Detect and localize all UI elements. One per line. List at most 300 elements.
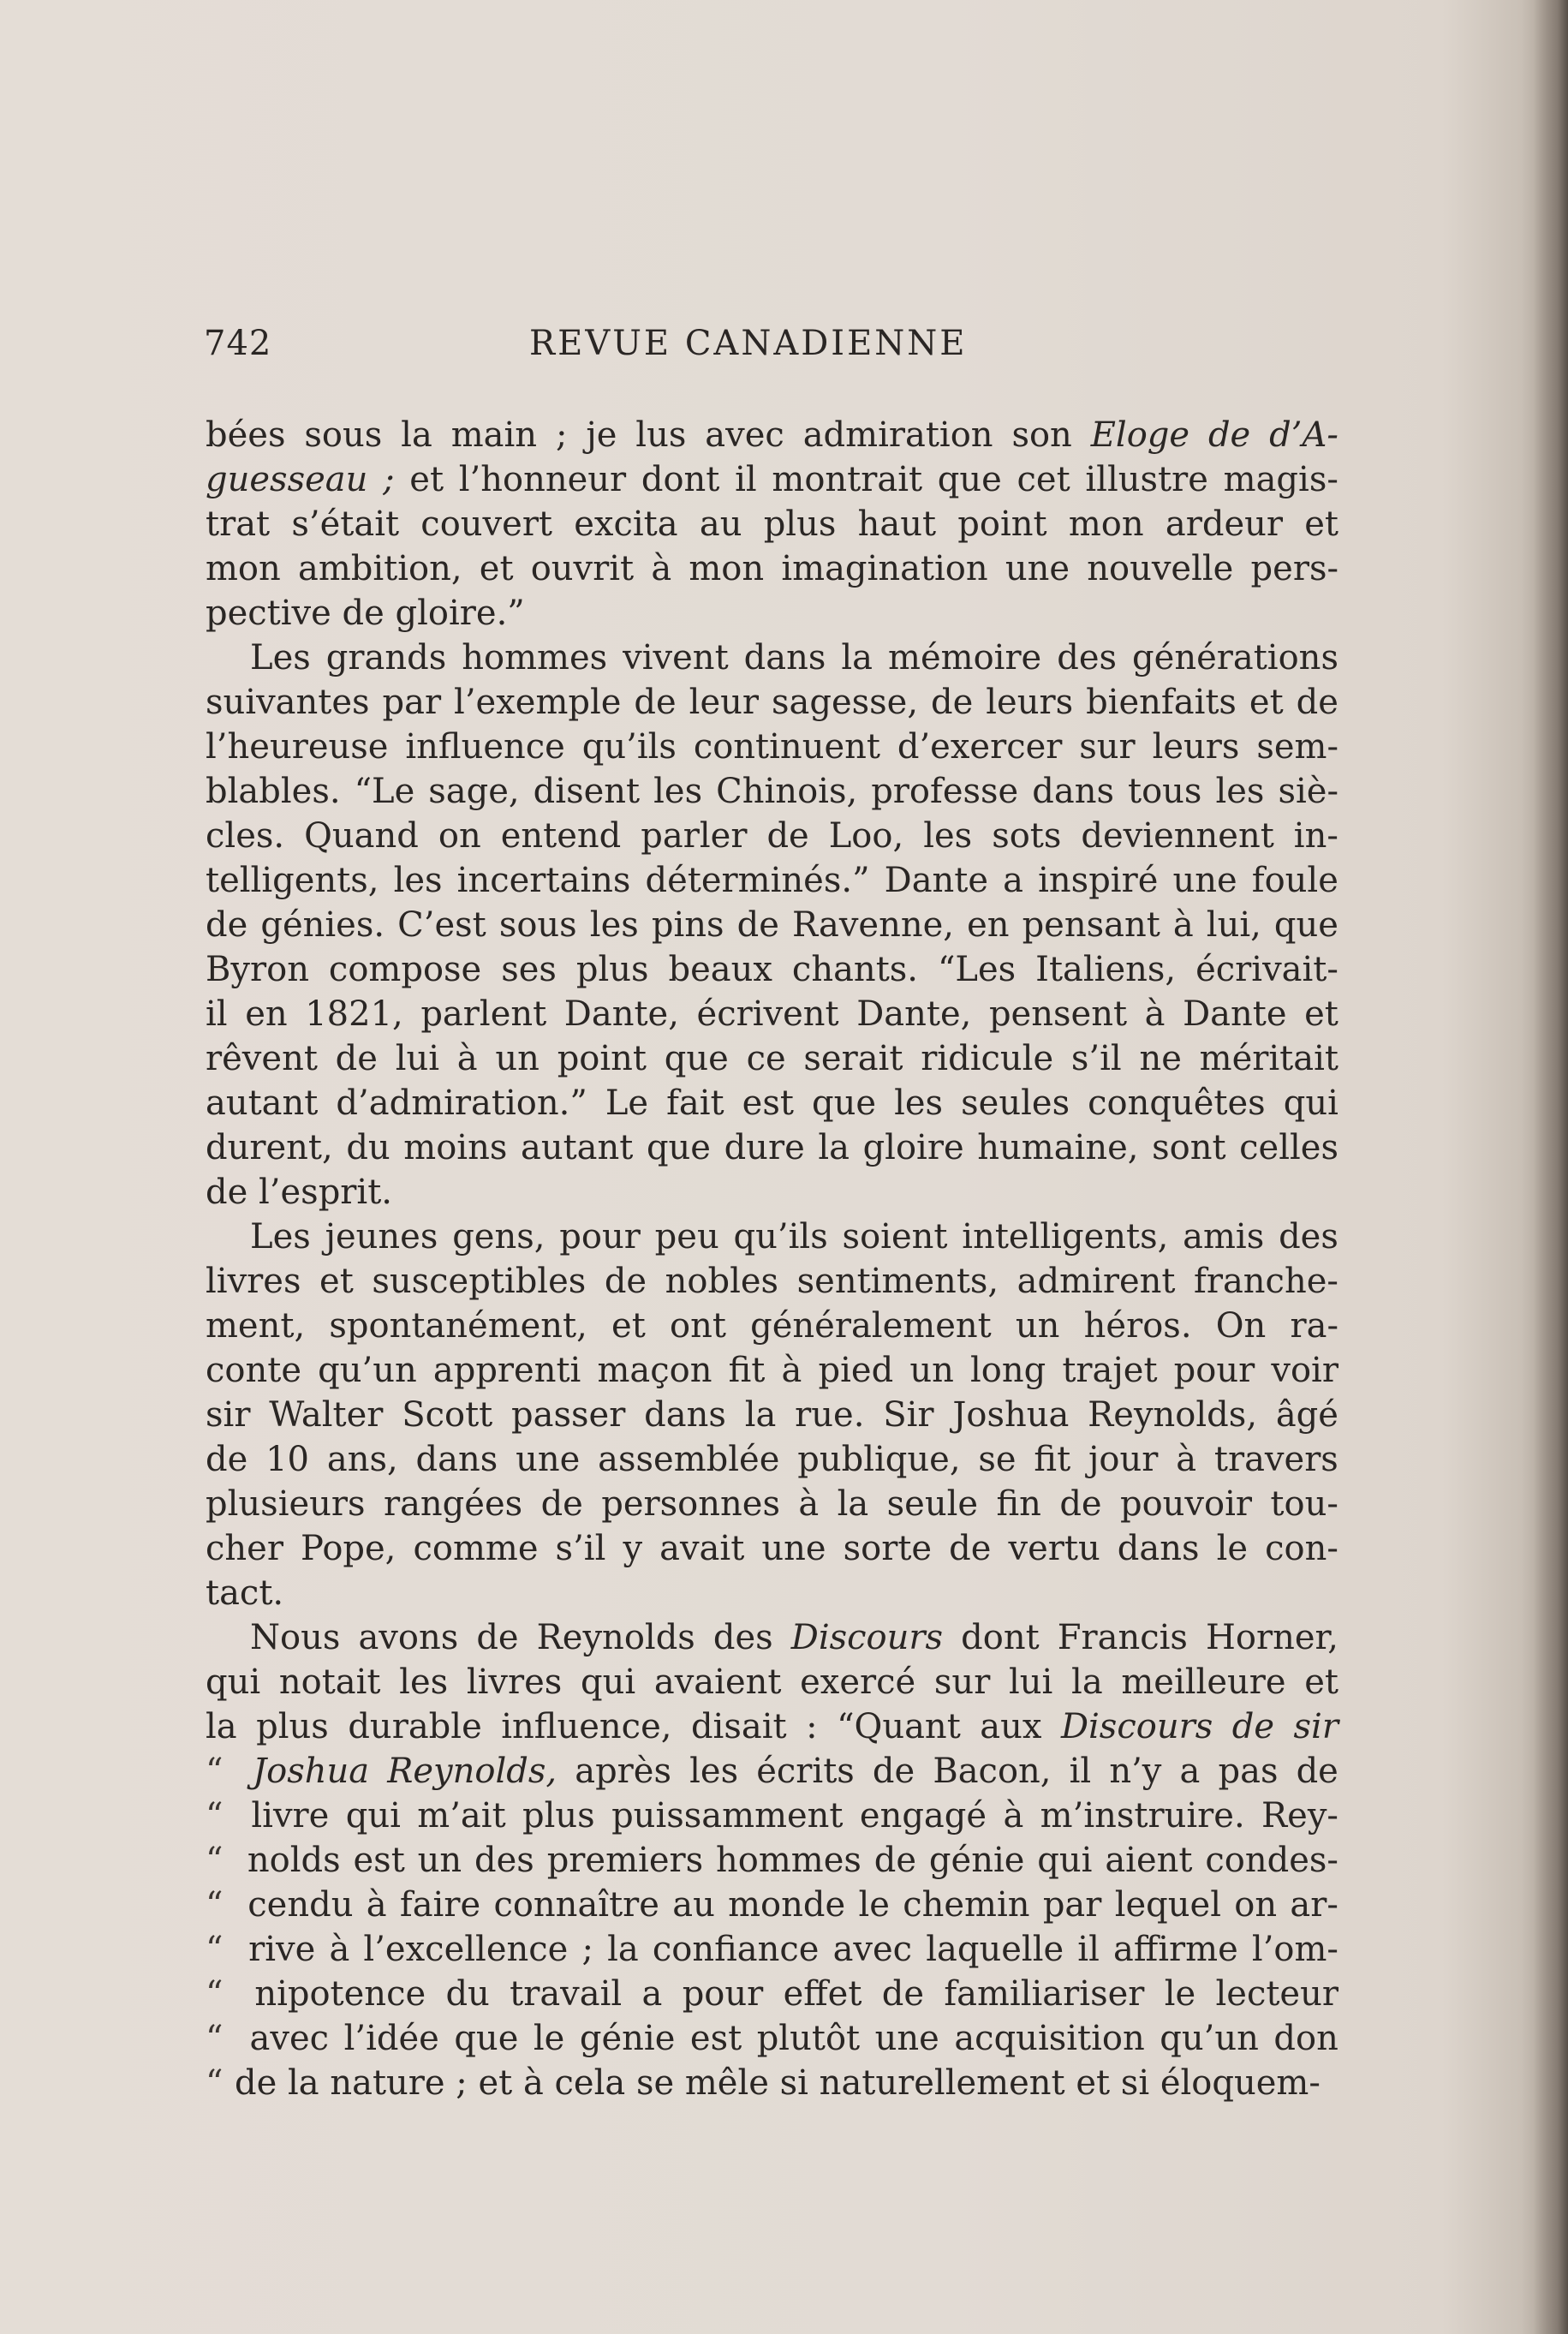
- word: les: [653, 772, 703, 811]
- word: leur: [689, 683, 760, 722]
- word: dans: [1032, 772, 1114, 811]
- word: condes-: [1205, 1841, 1338, 1880]
- word: hommes: [462, 638, 608, 678]
- word: et: [1304, 1662, 1338, 1702]
- word: 10: [265, 1440, 310, 1479]
- word: vertu: [1008, 1529, 1100, 1568]
- word: pensent: [988, 994, 1128, 1034]
- word: conquêtes: [1088, 1083, 1266, 1123]
- word: pour: [559, 1217, 641, 1257]
- word: plus: [522, 1796, 595, 1836]
- word: peu: [654, 1217, 719, 1257]
- word: haut: [857, 504, 937, 544]
- word: lecteur: [1215, 1974, 1338, 2014]
- word: trajet: [1062, 1351, 1158, 1390]
- word: par: [382, 683, 442, 722]
- word: couvert: [420, 504, 553, 544]
- word: Ravenne,: [791, 905, 954, 945]
- word: chants.: [791, 950, 919, 989]
- word: autant: [520, 1128, 634, 1167]
- word: dure: [724, 1128, 805, 1167]
- word: fait: [666, 1083, 724, 1123]
- word: sir: [1293, 1707, 1338, 1746]
- word: foule: [1251, 861, 1338, 900]
- word: aient: [1105, 1841, 1193, 1880]
- word: des: [1279, 1217, 1338, 1257]
- text-line: [206, 1259, 1338, 1304]
- word: serait: [803, 1039, 903, 1078]
- text-line: [206, 1571, 1338, 1615]
- text-line: [206, 680, 1338, 725]
- text-line: [206, 1927, 1338, 1972]
- word: tous: [1128, 772, 1202, 811]
- word: nolds: [247, 1841, 341, 1880]
- text-line: [206, 992, 1338, 1036]
- word: bées: [206, 415, 286, 455]
- text-line: [206, 1838, 1338, 1883]
- word: de: [949, 1529, 992, 1568]
- word: chemin: [903, 1885, 1030, 1925]
- word: des: [474, 1841, 534, 1880]
- word: une: [874, 2019, 939, 2058]
- word: on: [438, 816, 481, 856]
- word: assemblée: [598, 1440, 780, 1479]
- word: incertains: [456, 861, 631, 900]
- word: dans: [743, 638, 826, 678]
- word: un: [495, 1039, 540, 1078]
- word: Discours: [1060, 1707, 1213, 1746]
- word: guesseau: [206, 460, 368, 499]
- word: que: [454, 2019, 519, 2058]
- paragraph: [206, 1615, 1338, 2105]
- word: point: [557, 1039, 647, 1078]
- word: du: [445, 1974, 490, 2014]
- word: une: [761, 1529, 826, 1568]
- word: Eloge: [1090, 415, 1190, 455]
- word: sorte: [843, 1529, 933, 1568]
- word: connaître: [493, 1885, 659, 1925]
- word: Chinois,: [716, 772, 858, 811]
- word: on: [1234, 1885, 1278, 1925]
- word: maçon: [597, 1351, 712, 1390]
- word: leurs: [986, 683, 1074, 722]
- word: excita: [574, 504, 678, 544]
- word: il: [1077, 1930, 1100, 1969]
- text-line: [206, 457, 1338, 502]
- word: avec: [249, 2019, 330, 2058]
- word: ar-: [1290, 1885, 1338, 1925]
- word: jeunes: [325, 1217, 438, 1257]
- word: disent: [533, 772, 641, 811]
- word: plus: [763, 504, 837, 544]
- word: apprenti: [432, 1351, 581, 1390]
- word: blables.: [206, 772, 341, 811]
- text-line: [206, 1437, 1338, 1482]
- word: travail: [510, 1974, 623, 2014]
- word: aux: [980, 1707, 1042, 1746]
- word: voir: [1271, 1351, 1338, 1390]
- word: Dante: [1183, 994, 1287, 1034]
- text-segment: de la nature ; et à cela se mêle si naturellement et si éloquem-: [235, 2063, 1321, 2103]
- word: sagesse,: [771, 683, 919, 722]
- text-line: [206, 1125, 1338, 1170]
- word: beaux: [668, 950, 772, 989]
- word: m’instruire.: [1040, 1796, 1245, 1836]
- word: suivantes: [206, 683, 370, 722]
- text-line: [206, 1081, 1338, 1125]
- word: Horner,: [1206, 1618, 1338, 1657]
- word: à: [1144, 994, 1166, 1034]
- word: Le: [605, 1083, 649, 1123]
- word: son: [1011, 415, 1072, 455]
- word: en: [245, 994, 288, 1034]
- word: la: [607, 1930, 639, 1969]
- word: professe: [871, 772, 1019, 811]
- word: hommes: [716, 1841, 862, 1880]
- word: je: [586, 415, 617, 455]
- quote-mark: “: [206, 1796, 224, 1836]
- word: de: [634, 683, 677, 722]
- word: don: [1273, 2019, 1338, 2058]
- word: Reynolds: [536, 1618, 695, 1657]
- word: ridicule: [921, 1039, 1054, 1078]
- word: Rey-: [1261, 1796, 1338, 1836]
- word: personnes: [601, 1484, 780, 1524]
- word: ses: [501, 950, 557, 989]
- paragraph: [206, 1215, 1338, 1615]
- text-segment: de l’esprit.: [206, 1173, 393, 1212]
- word: plus: [575, 950, 649, 989]
- word: de: [1207, 415, 1251, 455]
- word: pouvoir: [1119, 1484, 1253, 1524]
- word: la: [1071, 1662, 1103, 1702]
- word: ra-: [1290, 1306, 1338, 1346]
- text-line: [206, 814, 1338, 858]
- word: de: [881, 1974, 925, 2014]
- word: admirent: [1017, 1262, 1176, 1301]
- word: le: [1216, 1529, 1249, 1568]
- word: Les: [250, 638, 311, 678]
- text-line: [206, 502, 1338, 546]
- word: la: [818, 1128, 850, 1167]
- word: il: [1069, 1752, 1092, 1791]
- word: l’exemple: [454, 683, 622, 722]
- word: et: [1304, 504, 1338, 544]
- word: la: [206, 1707, 237, 1746]
- word: de: [873, 1841, 917, 1880]
- word: pour: [1173, 1351, 1255, 1390]
- text-line: [206, 1749, 1338, 1794]
- word: Italiens,: [1035, 950, 1177, 989]
- word: Joshua: [952, 1395, 1070, 1435]
- word: rue.: [795, 1395, 865, 1435]
- word: d’exercer: [897, 727, 1063, 767]
- word: l’honneur: [458, 460, 627, 499]
- word: avaient: [653, 1662, 782, 1702]
- word: il: [735, 460, 757, 499]
- word: Francis: [1057, 1618, 1188, 1657]
- word: lui: [1009, 1662, 1053, 1702]
- word: intelligents,: [962, 1217, 1169, 1257]
- word: le: [858, 1885, 890, 1925]
- word: les: [894, 1083, 944, 1123]
- word: de: [1296, 1752, 1338, 1791]
- word: a: [1003, 861, 1024, 900]
- word: à: [1172, 905, 1194, 945]
- word: parlent: [420, 994, 547, 1034]
- word: et: [1304, 994, 1338, 1034]
- word: con-: [1265, 1529, 1338, 1568]
- word: Quand: [304, 816, 419, 856]
- word: travers: [1213, 1440, 1338, 1479]
- word: passer: [511, 1395, 626, 1435]
- word: cles.: [206, 816, 285, 856]
- word: “Les: [937, 950, 1017, 989]
- word: par: [1042, 1885, 1102, 1925]
- word: pensant: [1022, 905, 1160, 945]
- word: et: [319, 1262, 354, 1301]
- quote-mark: “: [206, 1974, 224, 2014]
- word: de: [476, 1618, 519, 1657]
- word: le: [533, 2019, 565, 2058]
- word: à: [798, 1484, 820, 1524]
- word: cher: [206, 1529, 283, 1568]
- word: les: [393, 861, 443, 900]
- word: Nous: [250, 1618, 341, 1657]
- word: sots: [992, 816, 1062, 856]
- word: un: [909, 1351, 954, 1390]
- word: acquisition: [954, 2019, 1145, 2058]
- word: de: [766, 816, 809, 856]
- word: mon: [206, 549, 281, 588]
- word: Bacon,: [933, 1752, 1052, 1791]
- word: de: [335, 1039, 378, 1078]
- word: Discours: [790, 1618, 944, 1657]
- word: un: [417, 1841, 462, 1880]
- word: Sir: [883, 1395, 934, 1435]
- word: sous: [304, 415, 383, 455]
- word: de: [1059, 1484, 1102, 1524]
- word: puissamment: [611, 1796, 844, 1836]
- word: d’A-: [1269, 415, 1338, 455]
- word: qu’ils: [733, 1217, 828, 1257]
- word: générations: [1132, 638, 1338, 678]
- word: l’om-: [1251, 1930, 1338, 1969]
- word: le: [1164, 1974, 1196, 2014]
- word: fit: [728, 1351, 766, 1390]
- word: long: [969, 1351, 1046, 1390]
- text-line: [206, 413, 1338, 457]
- word: est: [689, 2019, 742, 2058]
- word: à: [1003, 1796, 1024, 1836]
- word: engagé: [859, 1796, 987, 1836]
- word: moins: [403, 1128, 508, 1167]
- text-line: [206, 546, 1338, 591]
- text-line: [206, 725, 1338, 769]
- word: seules: [961, 1083, 1070, 1123]
- word: est: [353, 1841, 405, 1880]
- word: gloire: [862, 1128, 964, 1167]
- word: compose: [328, 950, 482, 989]
- word: sir: [206, 1395, 251, 1435]
- word: à: [651, 549, 672, 588]
- word: pas: [1218, 1752, 1279, 1791]
- word: gens,: [452, 1217, 546, 1257]
- word: dans: [1117, 1529, 1200, 1568]
- word: âgé: [1275, 1395, 1338, 1435]
- word: leurs: [1152, 727, 1240, 767]
- word: génie: [579, 2019, 676, 2058]
- quote-mark: “: [206, 1752, 224, 1791]
- quote-mark: “: [206, 2019, 224, 2058]
- quote-mark: “: [206, 1885, 224, 1925]
- word: nobles: [665, 1262, 779, 1301]
- word: s’était: [291, 504, 400, 544]
- word: à: [366, 1885, 387, 1925]
- word: ne: [1139, 1039, 1182, 1078]
- word: plusieurs: [206, 1484, 366, 1524]
- word: pers-: [1250, 549, 1338, 588]
- word: une: [516, 1440, 581, 1479]
- page-number: 742: [204, 324, 272, 363]
- word: plus: [256, 1707, 329, 1746]
- word: spontanément,: [329, 1306, 587, 1346]
- word: continuent: [693, 727, 880, 767]
- word: écrits: [756, 1752, 855, 1791]
- word: franche-: [1194, 1262, 1338, 1301]
- word: a: [641, 1974, 663, 2014]
- word: ;: [581, 1930, 593, 1969]
- quote-mark: “: [206, 2063, 224, 2103]
- word: pied: [818, 1351, 894, 1390]
- word: est: [742, 1083, 794, 1123]
- word: de: [1296, 683, 1338, 722]
- word: mon: [689, 549, 765, 588]
- body-text: [206, 413, 1338, 2105]
- word: se: [978, 1440, 1017, 1479]
- word: écrivent: [696, 994, 839, 1034]
- word: ont: [670, 1306, 726, 1346]
- word: publique,: [797, 1440, 961, 1479]
- word: la: [401, 415, 432, 455]
- word: deviennent: [1081, 816, 1274, 856]
- text-segment: tact.: [206, 1573, 284, 1613]
- word: Reynolds,: [1088, 1395, 1258, 1435]
- text-line: [206, 1170, 1338, 1215]
- text-line: [206, 1704, 1338, 1749]
- word: 1821,: [305, 994, 403, 1034]
- word: Walter: [269, 1395, 384, 1435]
- word: et: [479, 549, 514, 588]
- word: vivent: [623, 638, 729, 678]
- word: fit: [1034, 1440, 1071, 1479]
- word: sous: [498, 905, 577, 945]
- word: à: [1176, 1440, 1197, 1479]
- text-line: [206, 1304, 1338, 1348]
- word: cendu: [247, 1885, 354, 1925]
- word: nipotence: [254, 1974, 426, 2014]
- word: avec: [832, 1930, 913, 1969]
- text-line: [206, 1036, 1338, 1081]
- word: influence: [405, 727, 565, 767]
- word: dont: [641, 460, 720, 499]
- word: lui,: [1206, 905, 1261, 945]
- word: de: [736, 905, 779, 945]
- text-line: [206, 1883, 1338, 1927]
- word: avait: [659, 1529, 745, 1568]
- word: Dante,: [856, 994, 972, 1034]
- word: avec: [705, 415, 784, 455]
- word: monde: [728, 1885, 846, 1925]
- word: :: [806, 1707, 818, 1746]
- word: d’admiration.”: [336, 1083, 587, 1123]
- word: qui: [581, 1662, 636, 1702]
- word: sentiments,: [796, 1262, 999, 1301]
- word: de: [540, 1484, 583, 1524]
- word: y: [623, 1529, 643, 1568]
- word: mémoire: [888, 638, 1042, 678]
- word: Loo,: [828, 816, 904, 856]
- word: qui: [1037, 1841, 1093, 1880]
- word: ment,: [206, 1306, 306, 1346]
- text-line: [206, 903, 1338, 947]
- word: au: [672, 1885, 715, 1925]
- word: exercé: [800, 1662, 916, 1702]
- word: de: [206, 1440, 248, 1479]
- word: dans: [415, 1440, 498, 1479]
- word: les: [923, 816, 973, 856]
- word: la: [744, 1395, 777, 1435]
- word: que: [664, 1039, 729, 1078]
- running-title: REVUE CANADIENNE: [529, 324, 968, 363]
- word: seule: [886, 1484, 979, 1524]
- word: dont: [961, 1618, 1040, 1657]
- word: en: [967, 905, 1010, 945]
- word: à: [781, 1351, 802, 1390]
- word: rive: [248, 1930, 316, 1969]
- text-line: [206, 1348, 1338, 1393]
- word: main: [450, 415, 538, 455]
- word: génies.: [260, 905, 385, 945]
- word: Joshua: [253, 1752, 370, 1791]
- text-segment: pective de gloire.”: [206, 594, 525, 633]
- text-line: [206, 636, 1338, 680]
- word: in-: [1293, 816, 1338, 856]
- word: livres: [466, 1662, 563, 1702]
- text-line: [206, 1972, 1338, 2016]
- word: du: [346, 1128, 391, 1167]
- word: sem-: [1256, 727, 1338, 767]
- word: siè-: [1278, 772, 1338, 811]
- word: héros.: [1083, 1306, 1192, 1346]
- word: une: [1172, 861, 1237, 900]
- word: C’est: [397, 905, 486, 945]
- word: nouvelle: [1087, 549, 1234, 588]
- word: que: [1273, 905, 1338, 945]
- word: illustre: [1085, 460, 1208, 499]
- word: imagination: [781, 549, 988, 588]
- text-line: [206, 1794, 1338, 1838]
- word: entend: [500, 816, 622, 856]
- word: bienfaits: [1086, 683, 1237, 722]
- word: soient: [842, 1217, 948, 1257]
- word: qu’ils: [581, 727, 677, 767]
- word: et: [611, 1306, 646, 1346]
- word: effet: [783, 1974, 862, 2014]
- word: familiariser: [944, 1974, 1145, 2014]
- word: rêvent: [206, 1039, 318, 1078]
- text-line: [206, 858, 1338, 903]
